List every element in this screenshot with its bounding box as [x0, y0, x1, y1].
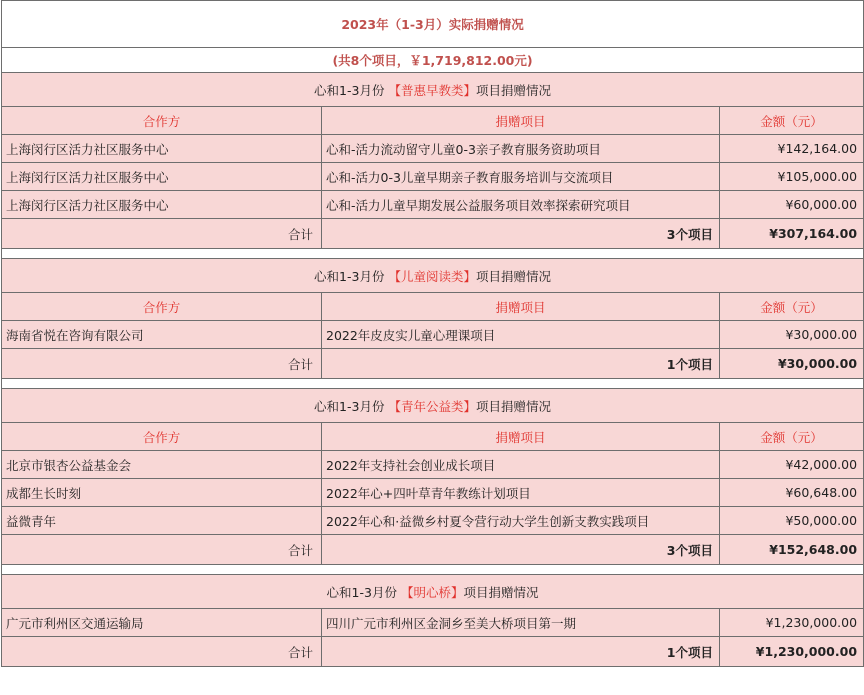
partner-cell: 成都生长时刻	[2, 479, 322, 507]
project-cell: 四川广元市利州区金洞乡至美大桥项目第一期	[322, 609, 720, 637]
partner-cell: 海南省悦在咨询有限公司	[2, 321, 322, 349]
column-header-row	[2, 293, 864, 321]
partner-cell: 北京市银杏公益基金会	[2, 451, 322, 479]
gap-cell	[2, 379, 864, 389]
section-category: 【青年公益类】	[388, 398, 476, 414]
table-row	[2, 191, 864, 219]
sum-label: 合计	[2, 219, 322, 249]
summary-row	[2, 637, 864, 667]
section-gap	[2, 565, 864, 575]
section-gap	[2, 379, 864, 389]
table-row	[2, 479, 864, 507]
partner-header: 合作方	[2, 107, 322, 135]
partner-cell: 上海闵行区活力社区服务中心	[2, 191, 322, 219]
summary-row	[2, 535, 864, 565]
table-row	[2, 163, 864, 191]
project-cell: 心和-活力儿童早期发展公益服务项目效率探索研究项目	[322, 191, 720, 219]
section-prefix: 心和1-3月份	[314, 82, 385, 98]
gap-cell	[2, 249, 864, 259]
partner-cell: 益微青年	[2, 507, 322, 535]
amount-cell: ¥105,000.00	[720, 163, 864, 191]
section-prefix: 心和1-3月份	[314, 268, 385, 284]
section-total: ¥30,000.00	[720, 349, 864, 379]
amount-cell: ¥60,000.00	[720, 191, 864, 219]
project-cell: 心和-活力0-3儿童早期亲子教育服务培训与交流项目	[322, 163, 720, 191]
section-suffix: 项目捐赠情况	[475, 398, 551, 414]
table-row	[2, 321, 864, 349]
sum-label: 合计	[2, 637, 322, 667]
sum-label: 合计	[2, 535, 322, 565]
section-header-2	[2, 389, 864, 423]
section-total: ¥1,230,000.00	[720, 637, 864, 667]
section-header-0	[2, 73, 864, 107]
table-row	[2, 609, 864, 637]
sum-label: 合计	[2, 349, 322, 379]
section-suffix: 项目捐赠情况	[463, 584, 539, 600]
amount-cell: ¥50,000.00	[720, 507, 864, 535]
column-header-row	[2, 107, 864, 135]
section-title	[2, 389, 864, 423]
column-header-row	[2, 423, 864, 451]
amount-cell: ¥1,230,000.00	[720, 609, 864, 637]
section-category: 【明心桥】	[400, 584, 464, 600]
title-row	[2, 1, 864, 48]
project-cell: 2022年支持社会创业成长项目	[322, 451, 720, 479]
amount-header: 金额（元）	[720, 107, 864, 135]
project-count: 1个项目	[322, 349, 720, 379]
amount-cell: ¥30,000.00	[720, 321, 864, 349]
summary-row	[2, 219, 864, 249]
amount-cell: ¥142,164.00	[720, 135, 864, 163]
section-prefix: 心和1-3月份	[326, 584, 397, 600]
table-row	[2, 135, 864, 163]
amount-header: 金额（元）	[720, 423, 864, 451]
project-header: 捐赠项目	[322, 423, 720, 451]
partner-cell: 广元市利州区交通运输局	[2, 609, 322, 637]
section-total: ¥152,648.00	[720, 535, 864, 565]
project-count: 3个项目	[322, 535, 720, 565]
donation-sheet	[1, 0, 863, 667]
partner-header: 合作方	[2, 423, 322, 451]
summary-row	[2, 349, 864, 379]
section-header-3	[2, 575, 864, 609]
project-count: 3个项目	[322, 219, 720, 249]
amount-cell: ¥60,648.00	[720, 479, 864, 507]
section-suffix: 项目捐赠情况	[475, 268, 551, 284]
project-header: 捐赠项目	[322, 293, 720, 321]
partner-header: 合作方	[2, 293, 322, 321]
section-prefix: 心和1-3月份	[314, 398, 385, 414]
section-title	[2, 73, 864, 107]
project-count: 1个项目	[322, 637, 720, 667]
table-row	[2, 451, 864, 479]
section-gap	[2, 249, 864, 259]
section-title	[2, 575, 864, 609]
section-suffix: 项目捐赠情况	[475, 82, 551, 98]
gap-cell	[2, 565, 864, 575]
section-category: 【儿童阅读类】	[388, 268, 476, 284]
project-cell: 2022年心+四叶草青年教练计划项目	[322, 479, 720, 507]
project-header: 捐赠项目	[322, 107, 720, 135]
donation-table	[1, 0, 864, 667]
subtitle-row	[2, 48, 864, 73]
amount-header: 金额（元）	[720, 293, 864, 321]
section-title	[2, 259, 864, 293]
project-cell: 2022年心和·益微乡村夏令营行动大学生创新支教实践项目	[322, 507, 720, 535]
section-category: 【普惠早教类】	[388, 82, 476, 98]
project-cell: 心和-活力流动留守儿童0-3亲子教育服务资助项目	[322, 135, 720, 163]
page-subtitle: (共8个项目，￥1,719,812.00元)	[2, 48, 864, 73]
project-cell: 2022年皮皮实儿童心理课项目	[322, 321, 720, 349]
partner-cell: 上海闵行区活力社区服务中心	[2, 163, 322, 191]
amount-cell: ¥42,000.00	[720, 451, 864, 479]
page-title: 2023年（1-3月）实际捐赠情况	[2, 1, 864, 48]
table-row	[2, 507, 864, 535]
partner-cell: 上海闵行区活力社区服务中心	[2, 135, 322, 163]
section-header-1	[2, 259, 864, 293]
section-total: ¥307,164.00	[720, 219, 864, 249]
